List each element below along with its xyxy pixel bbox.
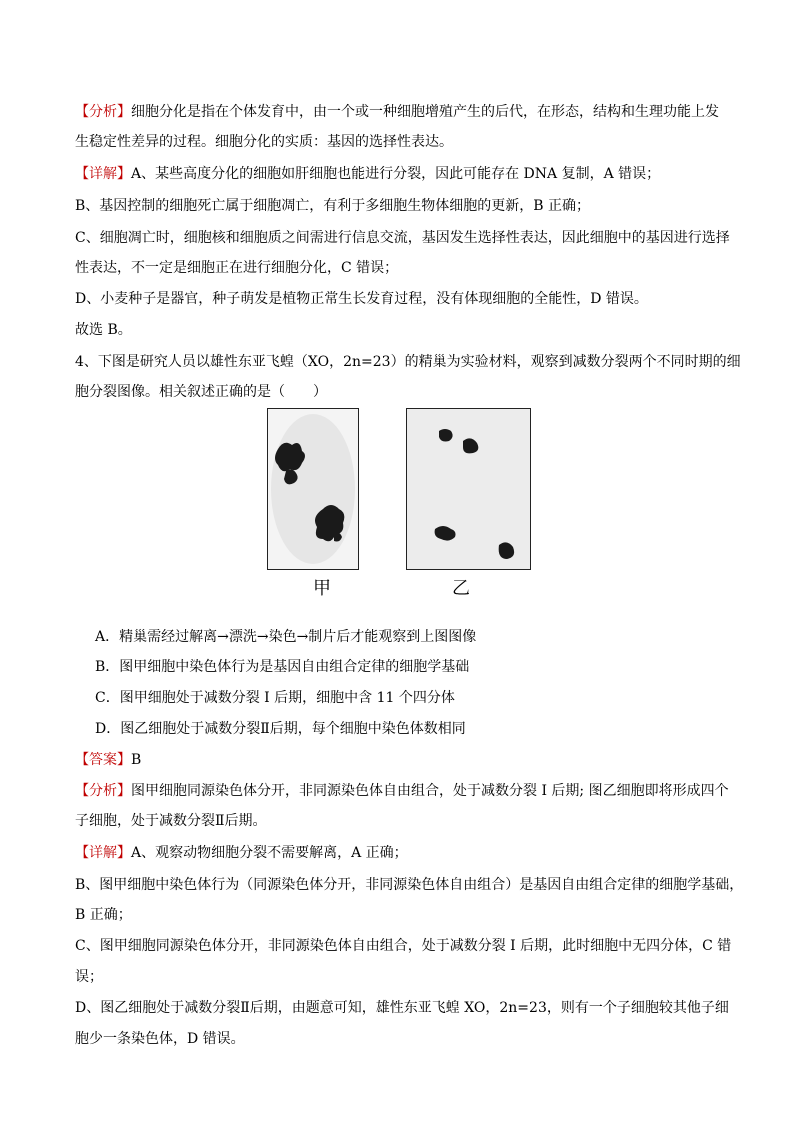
- detail-d: D、小麦种子是器官，种子萌发是植物正常生长发育过程，没有体现细胞的全能性，D 错误。: [75, 291, 648, 307]
- detail-2-b2: B 正确；: [75, 907, 132, 923]
- question-4-line2: 胞分裂图像。相关叙述正确的是（ ）: [75, 384, 327, 400]
- caption-yi: 乙: [452, 578, 470, 599]
- option-a: A．精巢需经过解离→漂洗→染色→制片后才能观察到上图图像: [95, 629, 477, 645]
- option-c: C．图甲细胞处于减数分裂 I 后期，细胞中含 11 个四分体: [95, 690, 455, 706]
- option-d: D．图乙细胞处于减数分裂Ⅱ后期，每个细胞中染色体数相同: [95, 721, 466, 737]
- detail-c2: 性表达，不一定是细胞正在进行细胞分化，C 错误；: [75, 260, 399, 276]
- micrograph-figure: [267, 408, 535, 598]
- detail-2-c1: C、图甲细胞同源染色体分开，非同源染色体自由组合，处于减数分裂 I 后期，此时细胞中无四分体，C 错: [75, 938, 732, 954]
- question-4-line1: 4、下图是研究人员以雄性东亚飞蝗（XO，2n=23）的精巢为实验材料，观察到减数分裂两个不同时期的细: [75, 354, 741, 370]
- detail-2: [75, 844, 408, 862]
- micrograph-yi: [406, 408, 531, 570]
- detail-c1: C、细胞凋亡时，细胞核和细胞质之间需进行信息交流，基因发生选择性表达，因此细胞中的基因进行选择: [75, 230, 730, 246]
- analysis-paragraph: [75, 103, 719, 121]
- option-b: B．图甲细胞中染色体行为是基因自由组合定律的细胞学基础: [95, 659, 470, 675]
- detail-2-b1: B、图甲细胞中染色体行为（同源染色体分开，非同源染色体自由组合）是基因自由组合定律的细胞学基础，: [75, 877, 744, 893]
- analysis-2-tag: 【分析】: [75, 783, 131, 799]
- analysis-2-cont: 子细胞，处于减数分裂Ⅱ后期。: [75, 813, 267, 829]
- answer-line: [75, 751, 141, 769]
- analysis-text-cont: 生稳定性差异的过程。细胞分化的实质：基因的选择性表达。: [75, 134, 453, 150]
- detail-2-d2: 胞少一条染色体，D 错误。: [75, 1031, 245, 1047]
- detail-tag: 【详解】: [75, 166, 131, 182]
- micrograph-jia: [267, 408, 359, 570]
- answer-text: B: [131, 752, 142, 768]
- detail-paragraph: [75, 165, 660, 183]
- answer-tag: 【答案】: [75, 752, 131, 768]
- analysis-2: [75, 782, 729, 800]
- detail-2-tag: 【详解】: [75, 845, 131, 861]
- analysis-2-text: 图甲细胞同源染色体分开，非同源染色体自由组合，处于减数分裂 I 后期; 图乙细胞即将形成四个: [131, 783, 729, 799]
- analysis-text: 细胞分化是指在个体发育中，由一个或一种细胞增殖产生的后代，在形态，结构和生理功能上发: [131, 104, 719, 120]
- analysis-tag: 【分析】: [75, 104, 131, 120]
- detail-2-text: A、观察动物细胞分裂不需要解离，A 正确；: [131, 845, 408, 861]
- detail-2-c2: 误；: [75, 969, 103, 985]
- detail-b: B、基因控制的细胞死亡属于细胞凋亡，有利于多细胞生物体细胞的更新，B 正确；: [75, 198, 591, 214]
- choose-b: 故选 B。: [75, 322, 132, 338]
- detail-text: A、某些高度分化的细胞如肝细胞也能进行分裂，因此可能存在 DNA 复制，A 错误；: [131, 166, 661, 182]
- caption-jia: 甲: [313, 578, 331, 599]
- detail-2-d1: D、图乙细胞处于减数分裂Ⅱ后期，由题意可知，雄性东亚飞蝗 XO，2n=23，则有一个子细胞较其他子细: [75, 1000, 729, 1016]
